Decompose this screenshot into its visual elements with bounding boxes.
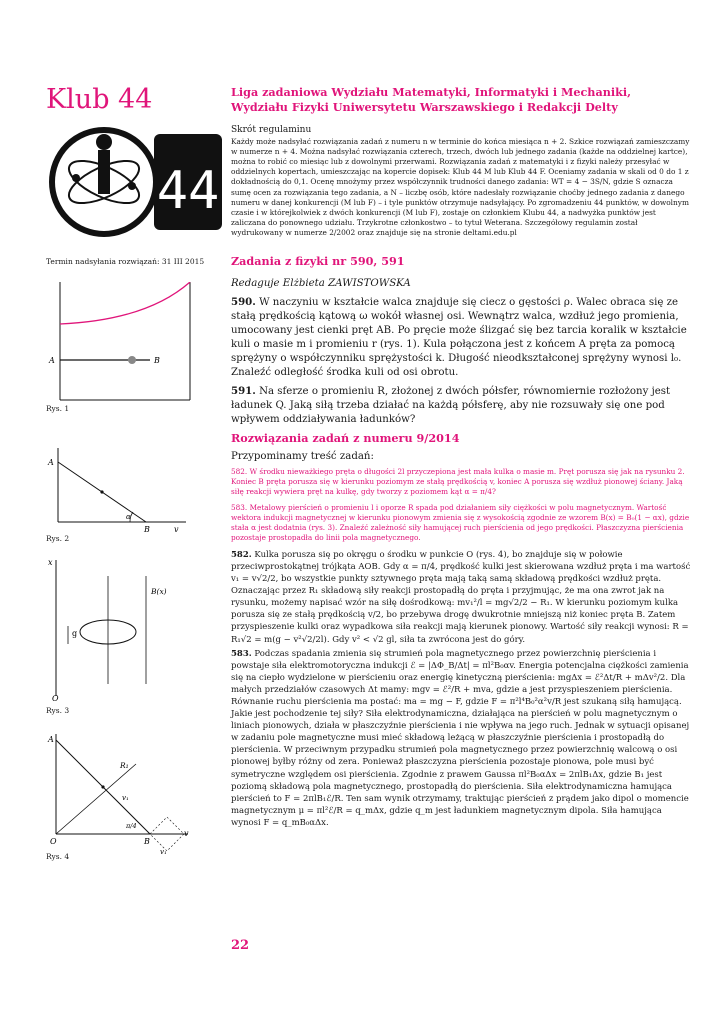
- logo-digits: 44: [156, 161, 220, 221]
- klub-title: Klub 44: [46, 84, 153, 115]
- fig3-label-g: g: [72, 629, 78, 638]
- header-title: Liga zadaniowa Wydziału Matematyki, Informatyki i Mechaniki, Wydziału Fizyki Uniwersytetu Warszawskiego i Redakcji Delty: [231, 85, 631, 114]
- solution-582-number: 582.: [231, 549, 252, 560]
- fig1-fluid-surface: [60, 282, 190, 324]
- figure-2-caption: Rys. 2: [46, 534, 70, 543]
- fig4-label-v1b: v₁: [160, 848, 167, 854]
- fig4-label-r1: R₁: [120, 761, 129, 770]
- fig4-label-o: O: [50, 837, 57, 846]
- fig1-bead: [128, 356, 136, 364]
- klub44-logo: [46, 120, 226, 238]
- deadline-text: Termin nadsyłania rozwiązań: 31 III 2015: [46, 257, 205, 266]
- figure-4-caption: Rys. 4: [46, 852, 70, 861]
- fig4-ball: [101, 785, 104, 788]
- task-582-statement: 582. W środku nieważkiego pręta o długości 2l przyczepiona jest mała kulka o masie m. Pręt porusza się jak na rysunku 2. Koniec B pręta porusza się w kierunku poziomym ze stałą prędkością v, koniec A porusza się wzdłuż pionowej ściany. Jaką siłę reakcji wywiera pręt na kulkę, gdy tworzy z poziomem kąt α = π/4?: [231, 466, 685, 496]
- solution-583-text: Podczas spadania zmienia się strumień pola magnetycznego przez powierzchnię pierścienia i powstaje siła elektromotoryczna indukcji ℰ = |ΔΦ_B/Δt| = πl²B₀αv. Energia potencjalna ciężkości zamienia się na ciepło wydzielone w pierścieniu oraz energię kinetyczną pierścienia: mgΔx = ℰ²Δt/R + mΔv²/2. Dla małych przedziałów czasowych Δt mamy: mgv = ℰ²/R + mva, gdzie a jest przyspieszeniem pierścienia. Równanie ruchu pierścienia ma postać: ma = mg − F, gdzie F = π²l⁴B₀²α²v/R jest szukaną siłą hamującą. Jakie jest pochodzenie tej siły? Siła elektrodynamiczna, działająca na pierścień w polu magnetycznym o liniach pionowych, działa w płaszczyźnie pierścienia i nie wpływa na jego ruch. Jednak w sytuacji opisanej w zadaniu pole magnetyczne musi mieć składową leżącą w płaszczyźnie pierścienia i prostopadłą do pierścienia. W przeciwnym przypadku strumień pola magnetycznego przez powierzchnię walcową o osi pionowej byłby różny od zera. Ponieważ płaszczyzna pierścienia pozostaje pionowa, pole musi być symetryczne względem osi pierścienia. Zgodnie z prawem Gaussa πl²B₀αΔx = 2πlB₁Δx, gdzie B₁ jest poziomą składową pola magnetycznego, prostopadłą do pierścienia. Siła elektrodynamiczna hamująca pierścień to F = 2πlB₁ℰ/R. Ten sam wynik otrzymamy, traktując pierścień z prądem jako dipol o momencie magnetycznym μ = πl²ℰ/R = q_mΔx, gdzie q_m jest ładunkiem magnetycznym dipola. Siła hamująca wynosi F = q_mB₀αΔx.: [231, 648, 690, 828]
- rules-heading: Skrót regulaminu: [231, 125, 312, 135]
- figure-4: [46, 730, 196, 854]
- rules-block: [231, 125, 691, 238]
- task-583-statement: 583. Metalowy pierścień o promieniu l i oporze R spada pod działaniem siły ciężkości w polu magnetycznym. Wartość wektora indukcji magnetycznej w kierunku pionowym zmienia się z wysokością zgodnie ze wzorem B(x) = B₀(1 − αx), gdzie stała α jest dodatnia (rys. 3). Znaleźć zależność siły hamującej ruch pierścienia od jego prędkości. Płaszczyzna pierścienia pozostaje prostopadła do linii pola magnetycznego.: [231, 502, 690, 542]
- solution-583: [231, 648, 691, 829]
- fig3-label-x: x: [48, 558, 53, 567]
- problem-591-number: 591.: [231, 384, 256, 397]
- section-solutions-heading: Rozwiązania zadań z numeru 9/2014: [231, 430, 460, 445]
- fig4-label-a: A: [48, 735, 54, 744]
- fig2-label-v: v: [174, 525, 179, 534]
- rules-text: Każdy może nadsyłać rozwiązania zadań z numeru n w terminie do końca miesiąca n + 2. Szkice rozwiązań zamieszczamy w numerze n + 4. Można nadsyłać rozwiązania czterech, trzech, dwóch lub jednego zadania (każde na oddzielnej kartce), można to robić co miesiąc lub z dowolnymi przerwami. Rozwiązania zadań z matematyki i z fizyki należy przesyłać w oddzielnych kopertach, umieszczając na kopercie dopisek: Klub 44 M lub Klub 44 F. Oceniamy zadania w skali od 0 do 1 z dokładnością do 0,1. Ocenę mnożymy przez współczynnik trudności danego zadania: WT = 4 − 3S/N, gdzie S oznacza sumę ocen za rozwiązania tego zadania, a N – liczbę osób, które nadesłały rozwiązanie choćby jednego zadania z danego numeru w danej konkurencji (M lub F) – i tyle punktów otrzymuje nadsyłający. Po zgromadzeniu 44 punktów, w dowolnym czasie i w którejkolwiek z dwóch konkurencji (M lub F), zostaje on członkiem Klubu 44, a nadwyżka punktów jest zaliczana do ponownego udziału. Trzykrotne członkostwo – to tytuł Weterana. Szczegółowy regulamin został wydrukowany w numerze 2/2002 oraz znajduje się na stronie deltami.edu.pl: [231, 137, 690, 237]
- figure-1: [46, 282, 196, 402]
- main-column: [231, 254, 691, 831]
- figure-3: [46, 556, 196, 702]
- section-problems-heading: Zadania z fizyki nr 590, 591: [231, 254, 405, 268]
- remind-line: Przypominamy treść zadań:: [231, 450, 374, 462]
- problem-591: [231, 384, 691, 427]
- figure-2: [46, 448, 196, 534]
- fig1-label-b: B: [154, 356, 160, 365]
- figure-1-caption: Rys. 1: [46, 404, 70, 413]
- solution-582: [231, 549, 691, 646]
- editor-line: Redaguje Elżbieta ZAWISTOWSKA: [231, 278, 411, 289]
- logo-dot: [72, 174, 80, 182]
- page-number: 22: [231, 938, 250, 953]
- problem-591-text: Na sferze o promieniu R, złożonej z dwóch półsfer, równomiernie rozłożony jest ładunek Q. Jaką siłą trzeba działać na każdą półsferę, aby nie rozsuwały się one pod wpływem oddziaływania ładunków?: [231, 385, 671, 425]
- fig2-ball: [100, 490, 103, 493]
- fig2-label-a: A: [48, 458, 54, 467]
- fig1-label-a: A: [49, 356, 55, 365]
- fig4-label-angle: π/4: [126, 822, 137, 830]
- problem-590-number: 590.: [231, 296, 256, 308]
- figure-3-caption: Rys. 3: [46, 706, 70, 715]
- fig4-label-v: v: [184, 829, 189, 838]
- problem-590: [231, 295, 691, 381]
- fig4-label-v1a: v₁: [122, 794, 129, 802]
- solution-583-number: 583.: [231, 648, 252, 659]
- fig3-label-bx: B(x): [151, 587, 167, 596]
- fig3-label-o: O: [52, 694, 59, 702]
- problem-590-text: W naczyniu w kształcie walca znajduje się ciecz o gęstości ρ. Walec obraca się ze stałą prędkością kątową ω wokół własnej osi. Wewnątrz walca, wzdłuż jego promienia, umocowany jest cienki pręt AB. Po pręcie może ślizgać się bez tarcia koralik w kształcie kuli o masie m i promieniu r (rys. 1). Kula połączona jest z końcem A pręta za pomocą sprężyny o współczynniku sprężystości k. Długość nieodkształconej sprężyny wynosi l₀. Znaleźć odległość środka kuli od osi obrotu.: [231, 297, 687, 379]
- fig4-label-b: B: [144, 837, 150, 846]
- logo-body: [98, 150, 110, 194]
- fig2-label-b: B: [144, 525, 150, 534]
- solution-582-text: Kulka porusza się po okręgu o środku w punkcie O (rys. 4), bo znajduje się w połowie przeciwprostokątnej trójkąta AOB. Gdy α = π/4, prędkość kulki jest skierowana wzdłuż pręta i ma wartość v₁ = v√2/2, bo wszystkie punkty sztywnego pręta mają taką samą składową prędkości wzdłuż pręta. Oznaczając przez R₁ składową siły reakcji prostopadłą do pręta i przyjmując, że ma ona zwrot jak na rysunku, możemy napisać wzór na siłę dośrodkową: mv₁²/l = mg√2/2 − R₁. W kierunku poziomym kulka porusza się ze stałą prędkością v/2, bo przebywa drogę dwukrotnie mniejszą niż koniec pręta B. Zatem przyspieszenie kulki oraz wypadkowa siła reakcji mają kierunek pionowy. Wartość siły reakcji wynosi: R = R₁√2 = m(g − v²√2/2l). Gdy v² < √2 gl, siła ta zwrócona jest do góry.: [231, 549, 691, 645]
- logo-dot: [128, 182, 136, 190]
- fig2-label-alpha: α: [126, 513, 131, 521]
- logo-head: [96, 134, 112, 150]
